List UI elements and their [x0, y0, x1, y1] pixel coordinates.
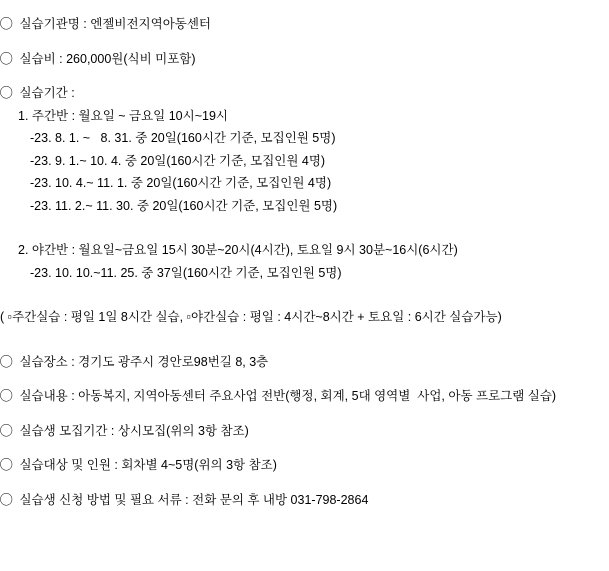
day-class-item: -23. 9. 1.~ 10. 4. 중 20일(160시간 기준, 모집인원 4명) — [30, 153, 326, 168]
content-line: ◯ 실습내용 : 아동복지, 지역아동센터 주요사업 전반(행정, 회계, 5대 영역별 사업, 아동 프로그램 실습) — [0, 389, 557, 403]
spacer — [0, 472, 609, 494]
spacer — [0, 100, 609, 110]
day-class-heading: 1. 주간반 : 월요일 ~ 금요일 10시~19시 — [18, 108, 228, 123]
practice-note: ( ▫주간실습 : 평일 1일 8시간 실습, ▫야간실습 : 평일 : 4시간~8시간 + 토요일 : 6시간 실습가능) — [0, 310, 502, 324]
spacer — [0, 324, 609, 346]
institution-line: ◯ 실습기관명 : 엔젤비전지역아동센터 — [0, 17, 211, 31]
spacer — [0, 403, 609, 425]
spacer — [0, 145, 609, 155]
spacer — [0, 31, 609, 53]
top-spacer — [0, 0, 609, 18]
night-class-heading: 2. 야간반 : 월요일~금요일 15시 30분~20시(4시간), 토요일 9시 30분~16시(6시간) — [18, 243, 458, 257]
recruit-period-line: ◯ 실습생 모집기간 : 상시모집(위의 3항 참조) — [0, 423, 249, 438]
fee-line: ◯ 실습비 : 260,000원(식비 미포함) — [0, 51, 196, 66]
spacer — [0, 257, 609, 267]
place-line: ◯ 실습장소 : 경기도 광주시 경안로98번길 8, 3층 — [0, 354, 269, 369]
spacer — [0, 437, 609, 459]
spacer — [0, 190, 609, 200]
day-class-item: -23. 8. 1. ~ 8. 31. 중 20일(160시간 기준, 모집인원 5명) — [30, 131, 336, 145]
spacer — [0, 368, 609, 390]
spacer — [0, 212, 609, 234]
spacer — [0, 65, 609, 87]
period-header-line: ◯ 실습기간 : — [0, 86, 75, 100]
spacer — [0, 279, 609, 301]
day-class-item: -23. 10. 4.~ 11. 1. 중 20일(160시간 기준, 모집인원 4명) — [30, 176, 332, 190]
day-class-item: -23. 11. 2.~ 11. 30. 중 20일(160시간 기준, 모집인원 5명) — [30, 198, 338, 213]
spacer — [0, 346, 609, 356]
target-line: ◯ 실습대상 및 인원 : 회차별 4~5명(위의 3항 참조) — [0, 458, 277, 472]
night-class-item: -23. 10. 10.~11. 25. 중 37일(160시간 기준, 모집인원 5명) — [30, 265, 342, 280]
apply-line: ◯ 실습생 신청 방법 및 필요 서류 : 전화 문의 후 내방 031-798-2864 — [0, 492, 369, 507]
